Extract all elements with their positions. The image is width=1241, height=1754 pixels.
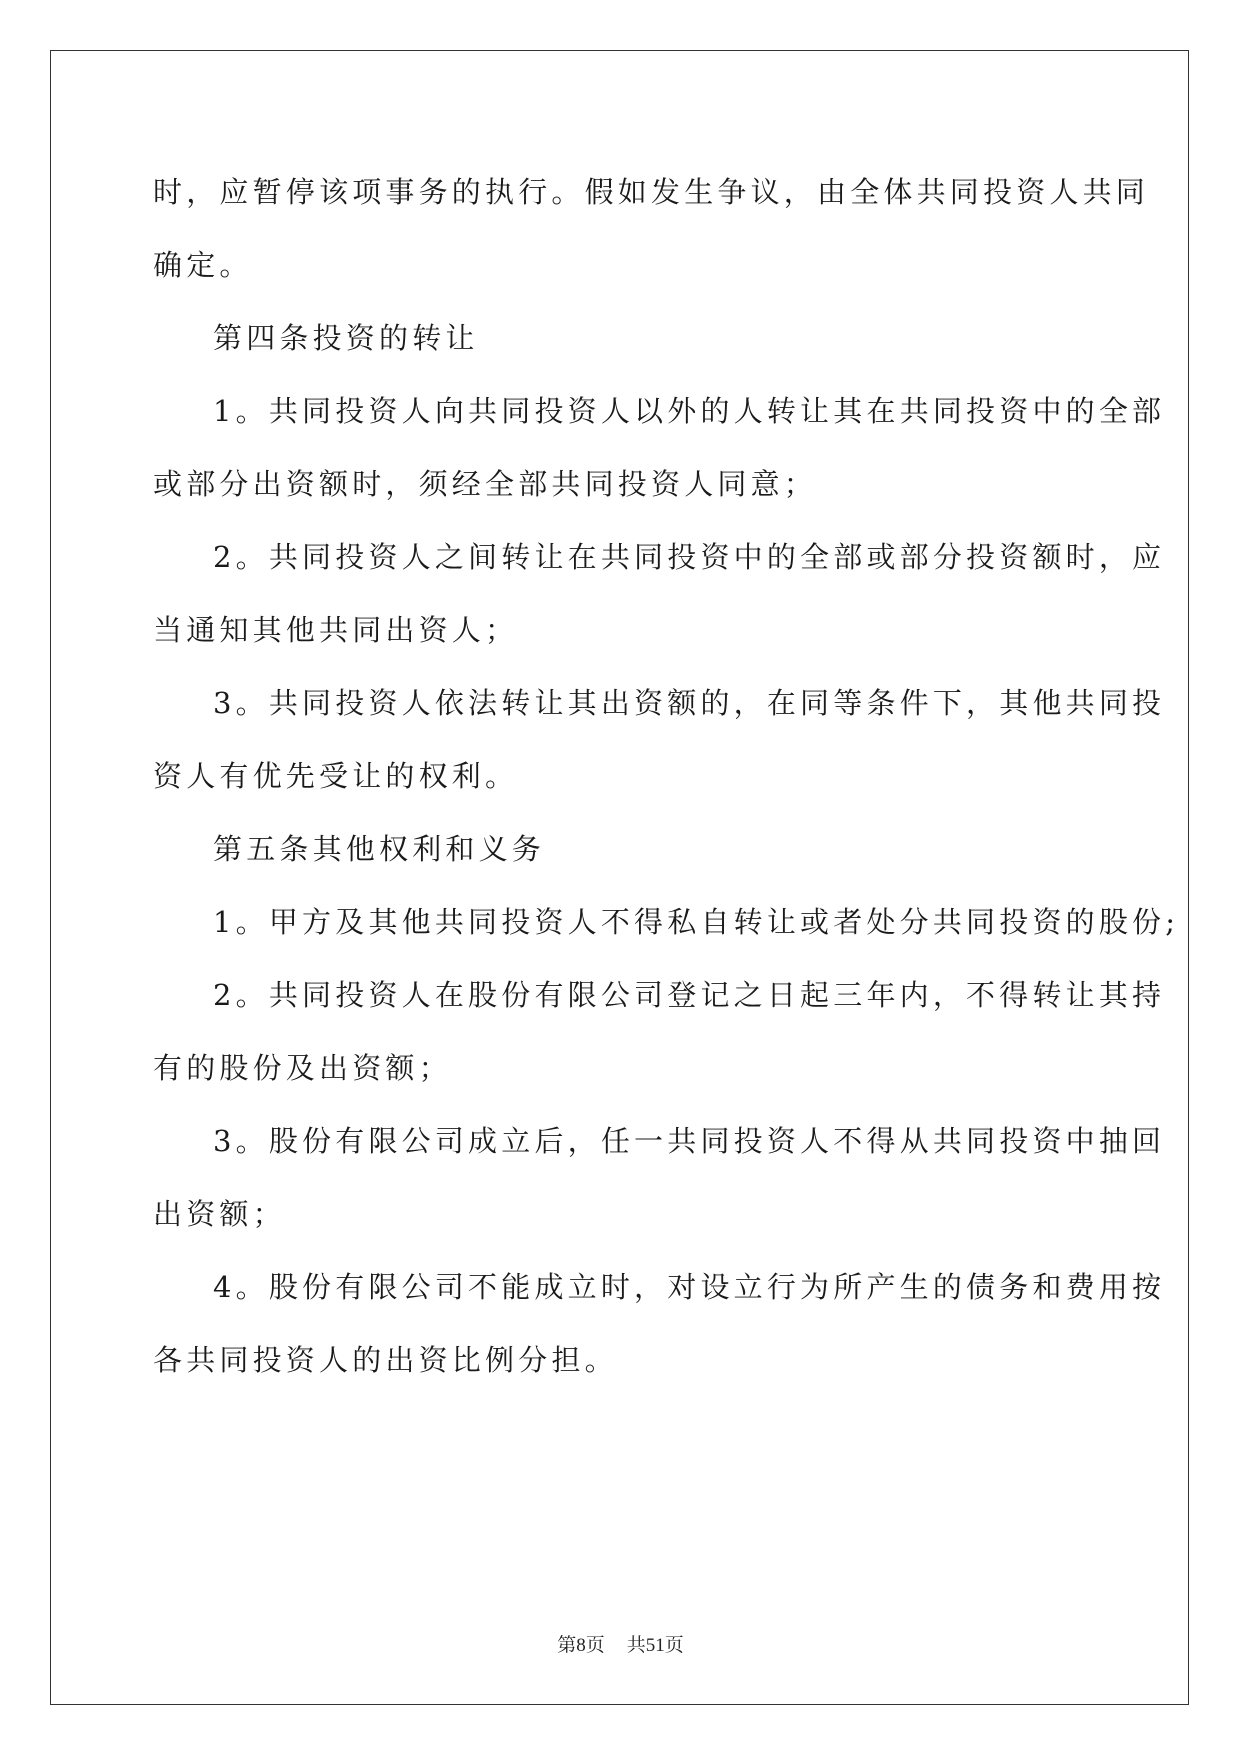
text-line: 3。共同投资人依法转让其出资额的，在同等条件下，其他共同投 [213,686,1166,720]
section-heading: 第五条其他权利和义务 [213,832,546,866]
text-line: 时，应暂停该项事务的执行。假如发生争议，由全体共同投资人共同 [153,175,1150,209]
text-line: 或部分出资额时，须经全部共同投资人同意； [153,467,818,501]
section-heading: 第四条投资的转让 [213,321,479,355]
text-line: 资人有优先受让的权利。 [153,759,519,793]
text-line: 2。共同投资人之间转让在共同投资中的全部或部分投资额时，应 [213,540,1166,574]
text-line: 1。甲方及其他共同投资人不得私自转让或者处分共同投资的股份; [213,905,1180,939]
text-line: 3。股份有限公司成立后，任一共同投资人不得从共同投资中抽回 [213,1124,1166,1158]
text-line: 各共同投资人的出资比例分担。 [153,1343,618,1377]
page-footer [0,1630,1241,1657]
text-line: 2。共同投资人在股份有限公司登记之日起三年内，不得转让其持 [213,978,1166,1012]
page-number-current: 第8页 [557,1635,605,1656]
text-line: 当通知其他共同出资人； [153,613,519,647]
page-number-total: 共51页 [626,1635,684,1656]
text-line: 确定。 [153,248,253,282]
text-line: 有的股份及出资额； [153,1051,452,1085]
text-line: 4。股份有限公司不能成立时，对设立行为所产生的债务和费用按 [213,1270,1166,1304]
text-line: 1。共同投资人向共同投资人以外的人转让其在共同投资中的全部 [213,394,1166,428]
page-border [50,50,1189,1705]
text-line: 出资额； [153,1197,286,1231]
